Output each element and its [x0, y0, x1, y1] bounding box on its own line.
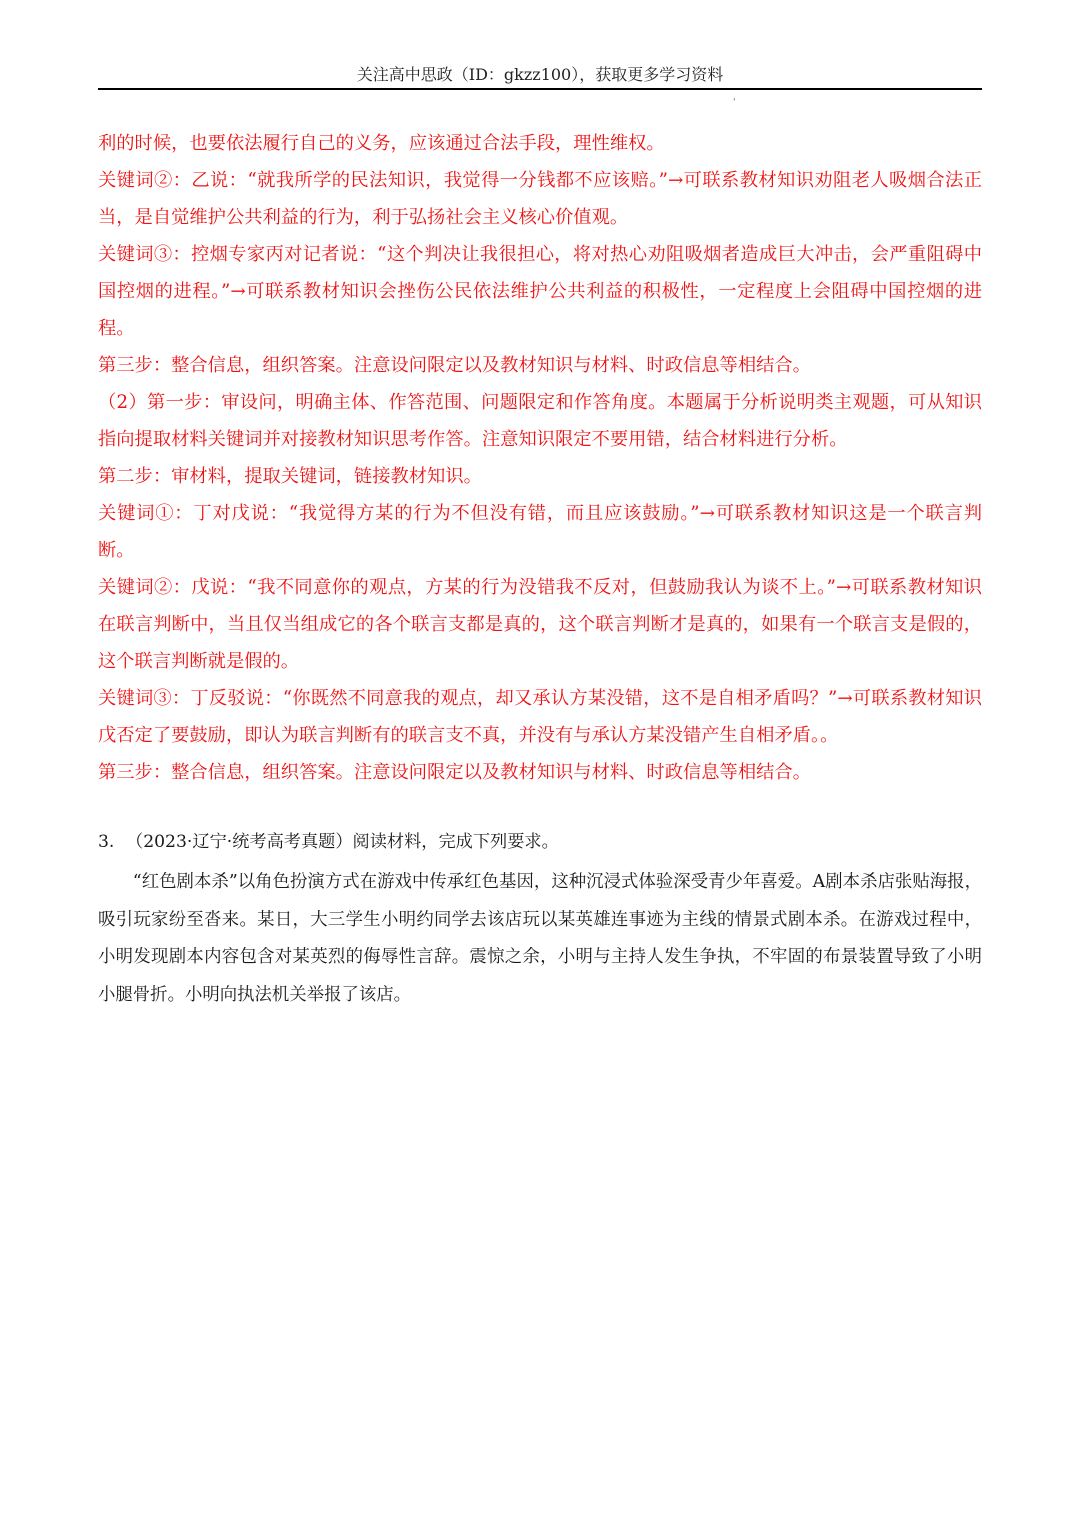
- question-number: 3.: [98, 832, 115, 852]
- question-material: “红色剧本杀”以角色扮演方式在游戏中传承红色基因，这种沉浸式体验深受青少年喜爱。A剧本杀店张贴海报，吸引玩家纷至沓来。某日，大三学生小明约同学去该店玩以某英雄连事迹为主线的情景式剧本杀。在游戏过程中，小明发现剧本内容包含对某英烈的侮辱性言辞。震惊之余，小明与主持人发生争执，不牢固的布景装置导致了小明小腿骨折。小明向执法机关举报了该店。: [98, 872, 982, 1005]
- header-mark: ': [733, 98, 736, 108]
- answer-paragraph: 关键词③：控烟专家丙对记者说：“这个判决让我很担心，将对热心劝阻吸烟者造成巨大冲击，会严重阻碍中国控烟的进程。”→可联系教材知识会挫伤公民依法维护公共利益的积极性，一定程度上会阻碍中国控烟的进程。: [98, 244, 982, 339]
- answer-analysis: [98, 125, 982, 791]
- answer-paragraph: 第三步：整合信息，组织答案。注意设问限定以及教材知识与材料、时政信息等相结合。: [98, 355, 811, 376]
- page-header: 关注高中思政（ID：gkzz100），获取更多学习资料: [356, 65, 724, 84]
- answer-paragraph: 利的时候，也要依法履行自己的义务，应该通过合法手段，理性维权。: [98, 133, 665, 154]
- question-source: （2023·辽宁·统考高考真题）阅读材料，完成下列要求。: [126, 832, 559, 852]
- answer-paragraph: 关键词②：乙说：“就我所学的民法知识，我觉得一分钱都不应该赔。”→可联系教材知识劝阻老人吸烟合法正当，是自觉维护公共利益的行为，利于弘扬社会主义核心价值观。: [98, 170, 982, 228]
- question-heading: [98, 828, 982, 857]
- question-3: [98, 828, 982, 857]
- header-divider: [98, 88, 982, 90]
- answer-paragraph: 关键词①：丁对戊说：“我觉得方某的行为不但没有错，而且应该鼓励。”→可联系教材知识这是一个联言判断。: [98, 503, 982, 561]
- answer-paragraph: （2）第一步：审设问，明确主体、作答范围、问题限定和作答角度。本题属于分析说明类主观题，可从知识指向提取材料关键词并对接教材知识思考作答。注意知识限定不要用错，结合材料进行分析。: [98, 392, 982, 450]
- answer-paragraph: 第二步：审材料，提取关键词，链接教材知识。: [98, 466, 482, 487]
- answer-paragraph: 关键词③：丁反驳说：“你既然不同意我的观点，却又承认方某没错，这不是自相矛盾吗？”→可联系教材知识戊否定了要鼓励，即认为联言判断有的联言支不真，并没有与承认方某没错产生自相矛盾。。: [98, 688, 982, 746]
- answer-paragraph: 第三步：整合信息，组织答案。注意设问限定以及教材知识与材料、时政信息等相结合。: [98, 762, 811, 783]
- answer-paragraph: 关键词②：戊说：“我不同意你的观点，方某的行为没错我不反对，但鼓励我认为谈不上。”→可联系教材知识在联言判断中，当且仅当组成它的各个联言支都是真的，这个联言判断才是真的，如果有一个联言支是假的，这个联言判断就是假的。: [98, 577, 982, 672]
